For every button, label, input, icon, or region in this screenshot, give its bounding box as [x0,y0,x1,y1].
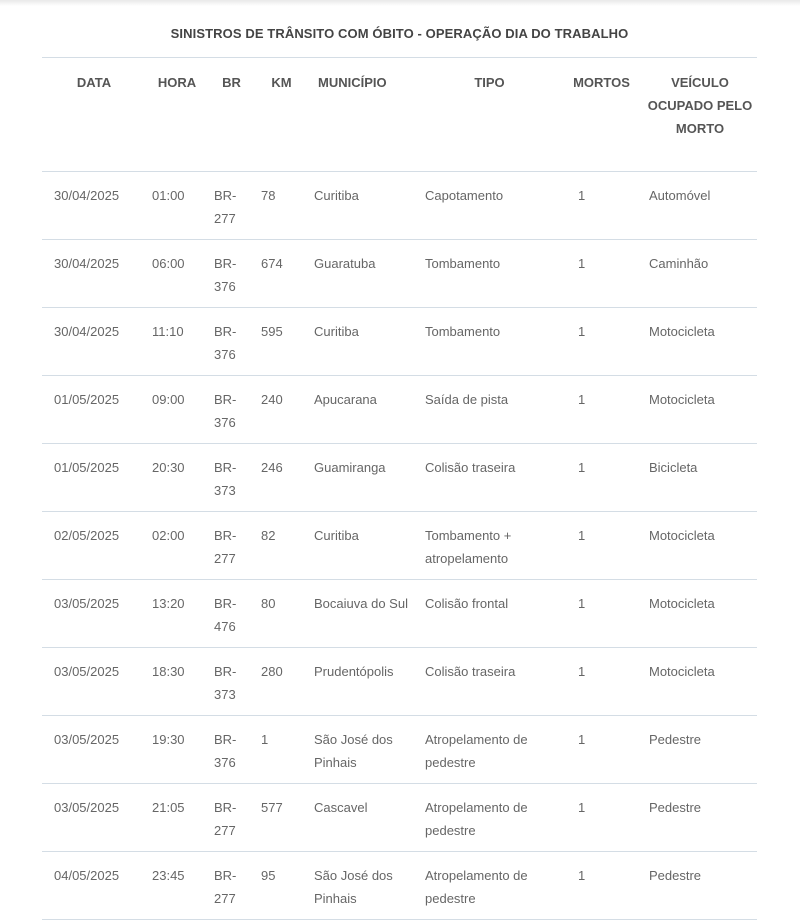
cell-veiculo: Pedestre [643,784,757,852]
cell-veiculo: Motocicleta [643,308,757,376]
cell-br: BR-376 [208,308,255,376]
cell-km: 82 [255,512,308,580]
cell-br: BR-277 [208,784,255,852]
cell-hora: 23:45 [146,852,208,920]
table-row [42,648,757,716]
cell-km: 246 [255,444,308,512]
cell-veiculo: Bicicleta [643,444,757,512]
top-divider [0,0,800,6]
cell-veiculo: Motocicleta [643,580,757,648]
table-body [42,172,757,920]
cell-mortos: 1 [560,376,643,444]
table-row [42,852,757,920]
cell-tipo: Capotamento [419,172,560,240]
table-row [42,580,757,648]
cell-tipo: Saída de pista [419,376,560,444]
cell-data: 02/05/2025 [42,512,146,580]
cell-br: BR-376 [208,376,255,444]
cell-tipo: Tombamento + atropelamento [419,512,560,580]
cell-municipio: Bocaiuva do Sul [308,580,419,648]
cell-mortos: 1 [560,512,643,580]
cell-br: BR-277 [208,172,255,240]
cell-mortos: 1 [560,580,643,648]
cell-hora: 13:20 [146,580,208,648]
cell-hora: 01:00 [146,172,208,240]
table-row [42,308,757,376]
cell-km: 280 [255,648,308,716]
header-br: BR [208,58,255,172]
cell-data: 01/05/2025 [42,444,146,512]
cell-veiculo: Motocicleta [643,648,757,716]
cell-veiculo: Motocicleta [643,376,757,444]
table-row [42,172,757,240]
cell-tipo: Colisão traseira [419,444,560,512]
cell-hora: 09:00 [146,376,208,444]
cell-km: 1 [255,716,308,784]
cell-mortos: 1 [560,308,643,376]
cell-br: BR-277 [208,512,255,580]
cell-municipio: Prudentópolis [308,648,419,716]
cell-municipio: Guaratuba [308,240,419,308]
header-municipio: MUNICÍPIO [308,58,419,172]
cell-mortos: 1 [560,172,643,240]
cell-data: 30/04/2025 [42,240,146,308]
cell-hora: 06:00 [146,240,208,308]
cell-mortos: 1 [560,648,643,716]
header-hora: HORA [146,58,208,172]
cell-data: 03/05/2025 [42,648,146,716]
cell-municipio: São José dos Pinhais [308,852,419,920]
cell-tipo: Atropelamento de pedestre [419,716,560,784]
cell-veiculo: Pedestre [643,852,757,920]
cell-hora: 18:30 [146,648,208,716]
cell-mortos: 1 [560,716,643,784]
cell-tipo: Atropelamento de pedestre [419,852,560,920]
table-row [42,784,757,852]
cell-veiculo: Automóvel [643,172,757,240]
cell-br: BR-476 [208,580,255,648]
cell-br: BR-376 [208,716,255,784]
cell-km: 577 [255,784,308,852]
cell-km: 595 [255,308,308,376]
table-row [42,376,757,444]
header-data: DATA [42,58,146,172]
table-row [42,444,757,512]
cell-mortos: 1 [560,240,643,308]
cell-municipio: Apucarana [308,376,419,444]
cell-mortos: 1 [560,852,643,920]
cell-km: 78 [255,172,308,240]
cell-municipio: Guamiranga [308,444,419,512]
cell-municipio: Cascavel [308,784,419,852]
cell-br: BR-277 [208,852,255,920]
cell-hora: 20:30 [146,444,208,512]
header-row [42,58,757,172]
cell-veiculo: Pedestre [643,716,757,784]
table-row [42,512,757,580]
cell-municipio: Curitiba [308,172,419,240]
cell-data: 03/05/2025 [42,716,146,784]
cell-data: 03/05/2025 [42,580,146,648]
table-title: SINISTROS DE TRÂNSITO COM ÓBITO - OPERAÇÃO DIA DO TRABALHO [170,26,629,41]
header-mortos: MORTOS [560,58,643,172]
cell-municipio: São José dos Pinhais [308,716,419,784]
cell-data: 30/04/2025 [42,308,146,376]
header-tipo: TIPO [419,58,560,172]
cell-mortos: 1 [560,784,643,852]
cell-km: 80 [255,580,308,648]
cell-tipo: Colisão frontal [419,580,560,648]
cell-tipo: Atropelamento de pedestre [419,784,560,852]
cell-tipo: Tombamento [419,240,560,308]
cell-data: 30/04/2025 [42,172,146,240]
cell-tipo: Colisão traseira [419,648,560,716]
cell-municipio: Curitiba [308,512,419,580]
cell-tipo: Tombamento [419,308,560,376]
table-header [42,58,757,172]
cell-hora: 21:05 [146,784,208,852]
cell-br: BR-376 [208,240,255,308]
cell-hora: 11:10 [146,308,208,376]
cell-data: 03/05/2025 [42,784,146,852]
cell-km: 240 [255,376,308,444]
cell-data: 04/05/2025 [42,852,146,920]
cell-data: 01/05/2025 [42,376,146,444]
cell-km: 95 [255,852,308,920]
header-km: KM [255,58,308,172]
cell-veiculo: Motocicleta [643,512,757,580]
cell-municipio: Curitiba [308,308,419,376]
cell-veiculo: Caminhão [643,240,757,308]
cell-mortos: 1 [560,444,643,512]
cell-hora: 02:00 [146,512,208,580]
cell-br: BR-373 [208,648,255,716]
header-veiculo: VEÍCULO OCUPADO PELO MORTO [643,58,757,172]
fatalities-table [42,57,757,920]
cell-hora: 19:30 [146,716,208,784]
cell-br: BR-373 [208,444,255,512]
cell-km: 674 [255,240,308,308]
table-row [42,716,757,784]
table-row [42,240,757,308]
